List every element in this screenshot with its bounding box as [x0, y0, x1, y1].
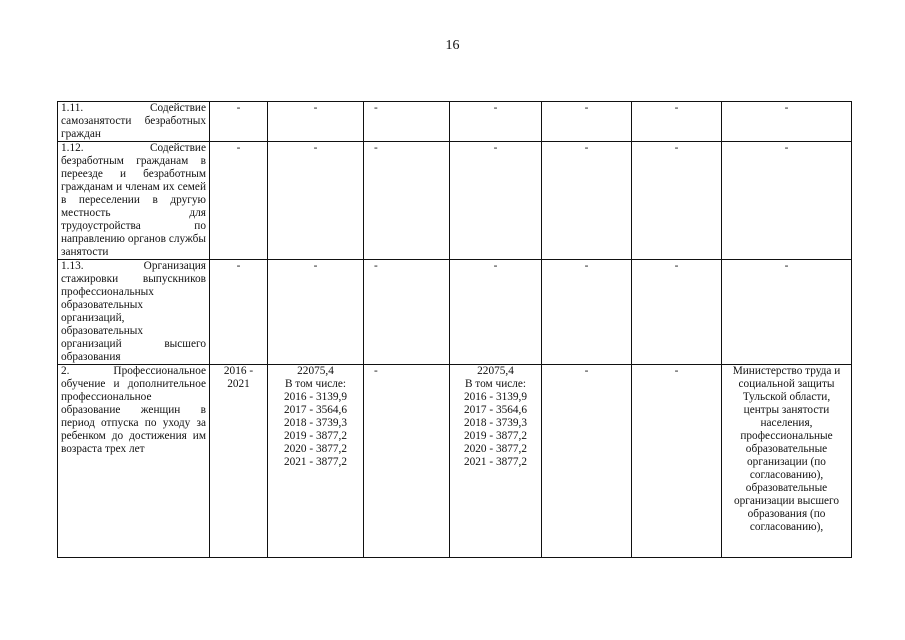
- federal-cell: -: [364, 142, 450, 260]
- regional-year-2017: 2017 - 3564,6: [463, 404, 528, 416]
- extrabudgetary-cell: -: [632, 260, 722, 365]
- regional-year-2016: 2016 - 3139,9: [463, 391, 528, 403]
- regional-year-2018: 2018 - 3739,3: [463, 417, 528, 429]
- table-row: [58, 142, 852, 260]
- total-year-2018: 2018 - 3739,3: [283, 417, 348, 429]
- responsible-cell: -: [722, 102, 852, 142]
- period-cell: -: [210, 102, 268, 142]
- row-name-cell: 2. Профессиональное обучение и дополнительное профессиональное образование женщин в период отпуска по уходу за ребенком до достижения им возраста трех лет: [58, 365, 210, 558]
- responsible-cell: -: [722, 260, 852, 365]
- total-amount: 22075,4: [297, 365, 334, 377]
- page-number: 16: [445, 38, 460, 53]
- regional-cell: -: [450, 260, 542, 365]
- table-row: [58, 102, 852, 142]
- extrabudgetary-cell: -: [632, 142, 722, 260]
- responsible-cell: -: [722, 142, 852, 260]
- municipal-cell: -: [542, 142, 632, 260]
- federal-cell: -: [364, 102, 450, 142]
- regional-cell: [450, 365, 542, 558]
- municipal-cell: -: [542, 260, 632, 365]
- total-year-2021: 2021 - 3877,2: [283, 456, 348, 468]
- municipal-cell: -: [542, 365, 632, 558]
- total-year-2017: 2017 - 3564,6: [283, 404, 348, 416]
- program-table: [57, 101, 852, 558]
- regional-cell: -: [450, 142, 542, 260]
- period-cell: -: [210, 142, 268, 260]
- federal-cell: -: [364, 365, 450, 558]
- total-year-2016: 2016 - 3139,9: [283, 391, 348, 403]
- total-year-2019: 2019 - 3877,2: [283, 430, 348, 442]
- regional-year-2020: 2020 - 3877,2: [463, 443, 528, 455]
- total-cell: -: [268, 142, 364, 260]
- regional-year-2019: 2019 - 3877,2: [463, 430, 528, 442]
- regional-cell: -: [450, 102, 542, 142]
- row-name-cell: 1.11. Содействие самозанятости безработных граждан: [58, 102, 210, 142]
- total-cell: -: [268, 260, 364, 365]
- regional-subheading: В том числе:: [464, 378, 527, 390]
- responsible-cell: Министерство труда и социальной защиты Тульской области, центры занятости населения, профессиональные образовательные организации (по согласованию), образовательные организации высшего образования (по согласованию),: [722, 365, 852, 558]
- row-name-cell: 1.13. Организация стажировки выпускников профессиональных образовательных организаций, образовательных организаций высшего образования: [58, 260, 210, 365]
- extrabudgetary-cell: -: [632, 102, 722, 142]
- row-name-cell: 1.12. Содействие безработным гражданам в переезде и безработным гражданам и членам их семей в переселении в другую местность для трудоустройства по направлению органов службы занятости: [58, 142, 210, 260]
- table-row: [58, 365, 852, 558]
- total-year-2020: 2020 - 3877,2: [283, 443, 348, 455]
- table-row: [58, 260, 852, 365]
- extrabudgetary-cell: -: [632, 365, 722, 558]
- total-cell: [268, 365, 364, 558]
- period-cell: -: [210, 260, 268, 365]
- federal-cell: -: [364, 260, 450, 365]
- period-cell: 2016 - 2021: [210, 365, 268, 558]
- regional-year-2021: 2021 - 3877,2: [463, 456, 528, 468]
- total-cell: -: [268, 102, 364, 142]
- total-subheading: В том числе:: [284, 378, 347, 390]
- regional-amount: 22075,4: [477, 365, 514, 377]
- municipal-cell: -: [542, 102, 632, 142]
